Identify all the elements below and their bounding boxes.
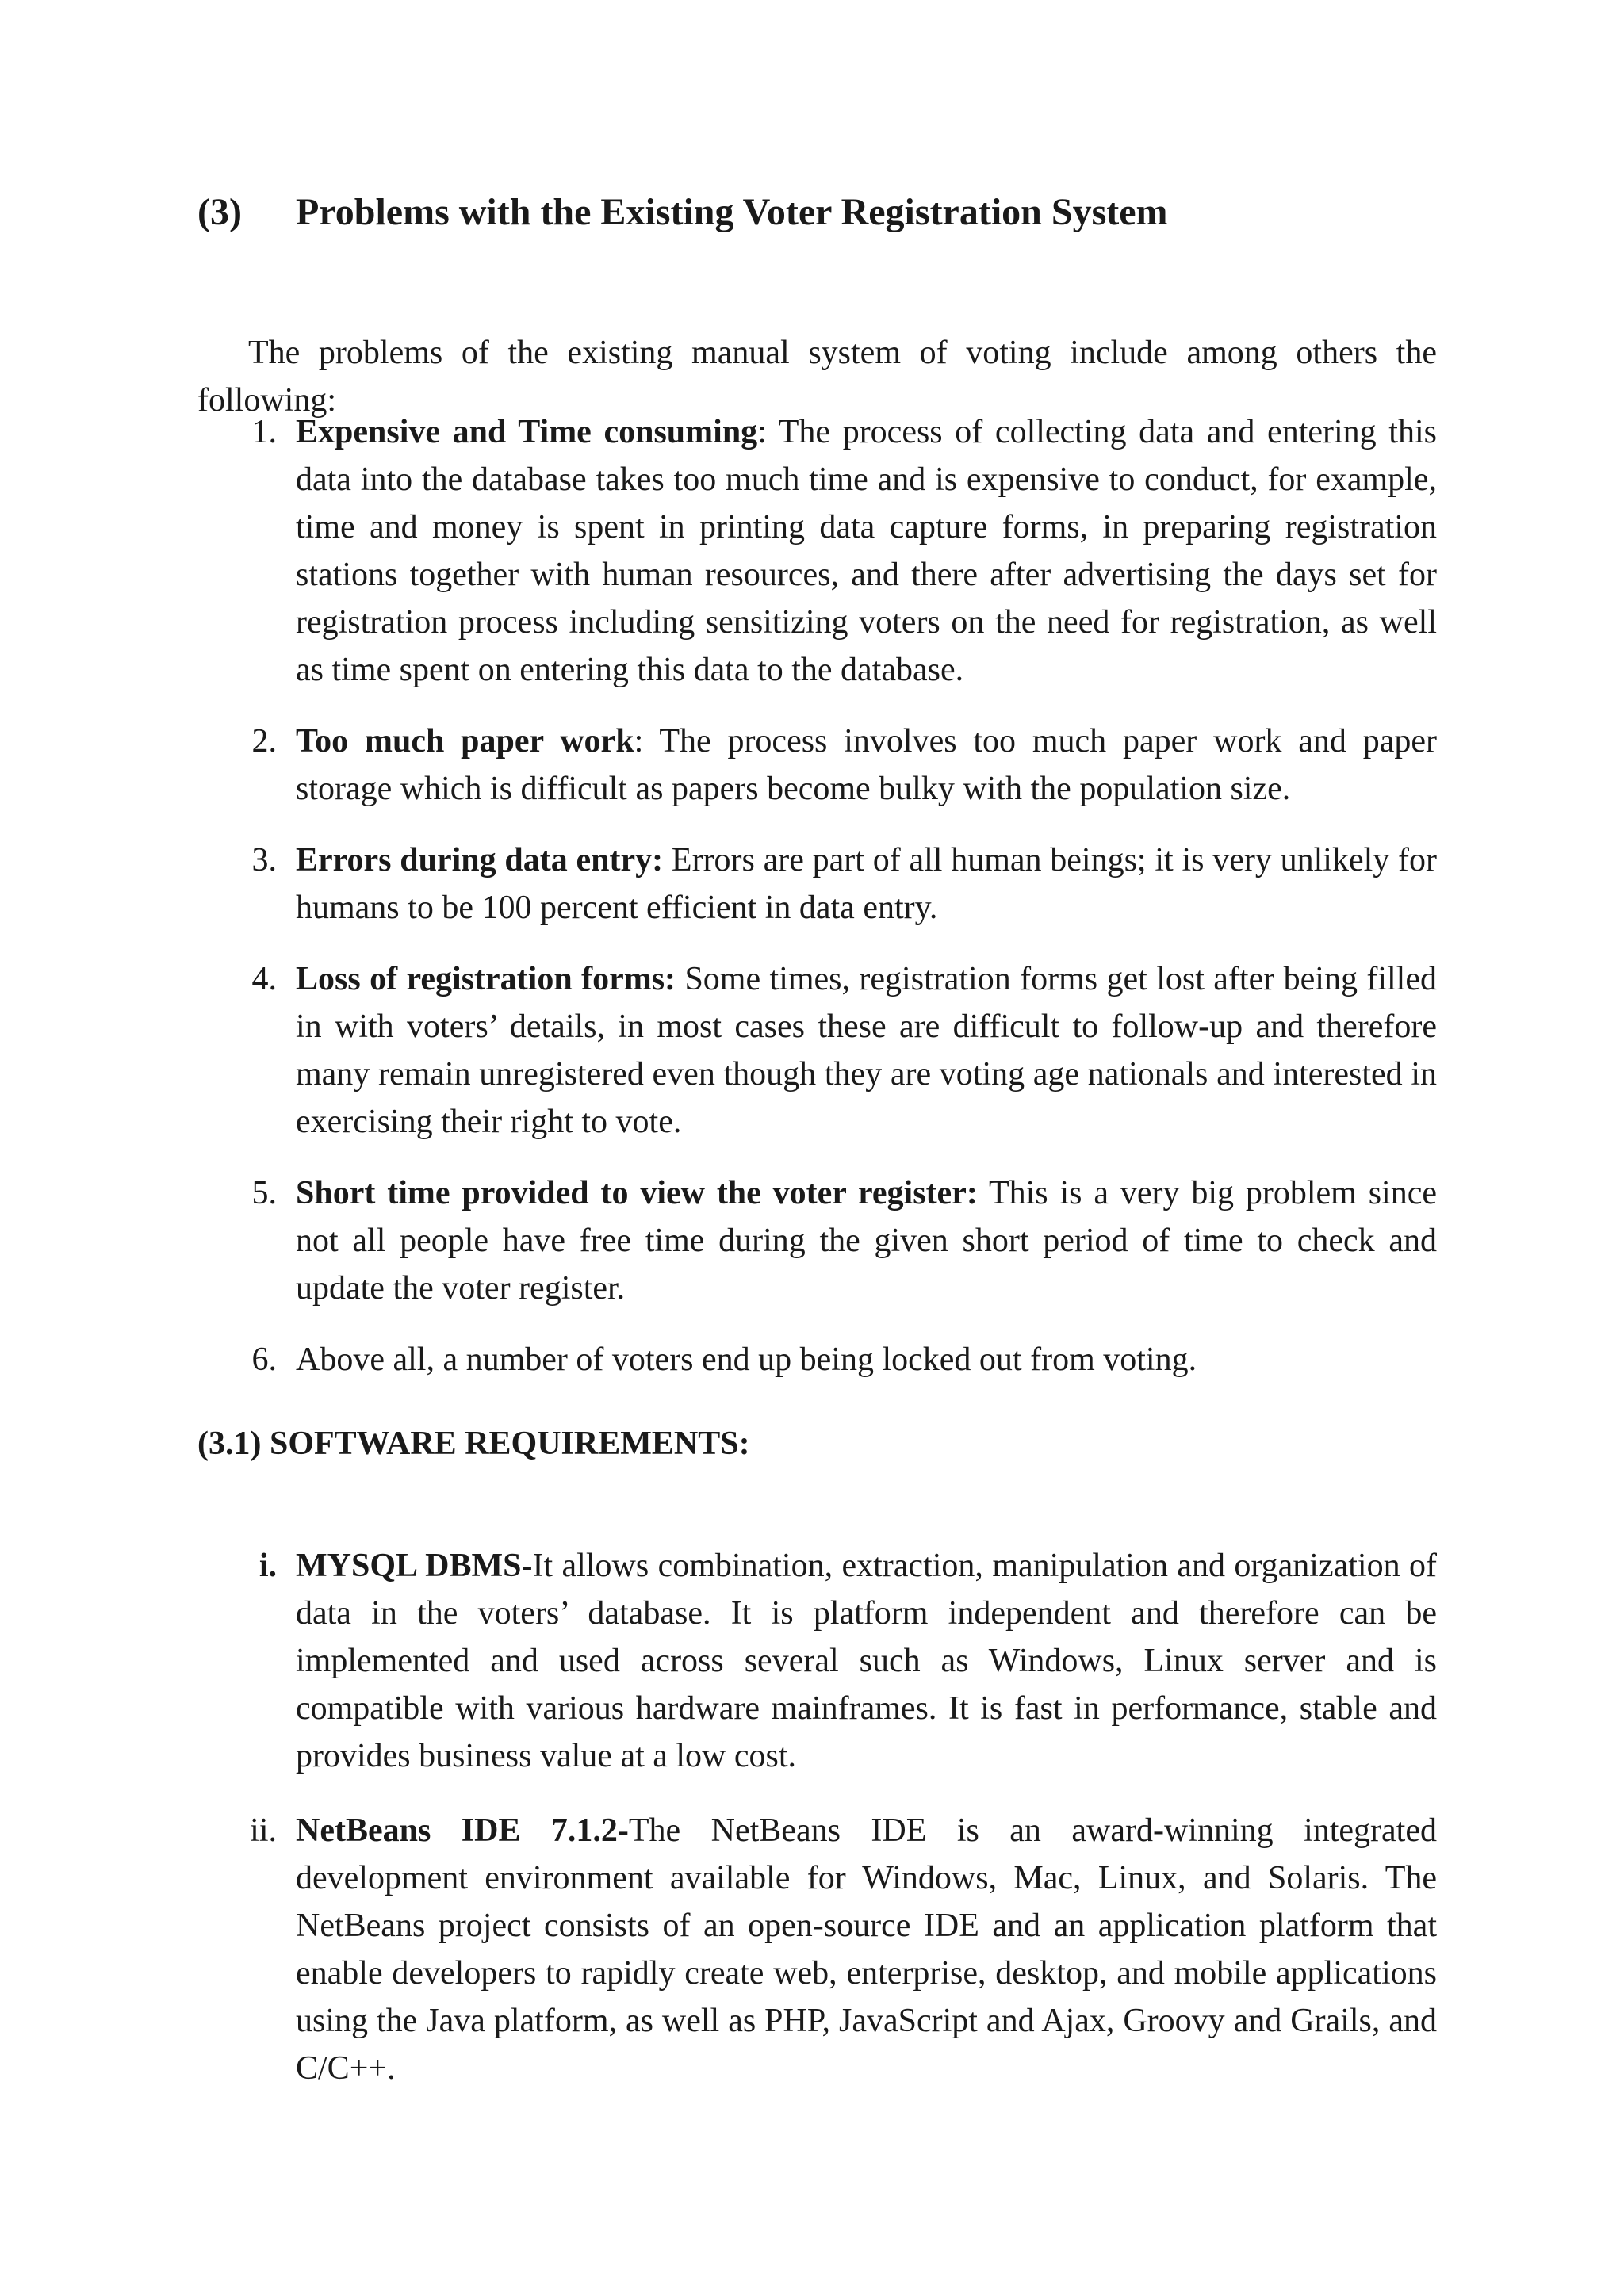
item-term: Expensive and Time consuming	[296, 414, 758, 450]
list-marker: 2.	[251, 723, 277, 760]
item-text: The process of collecting data and entering this data into the database takes too much time and is expensive to conduct, for example, time and money is spent in printing data capture forms, in preparing registration stations together with human resources, and there after advertising the days set for registration process including sensitizing voters on the need for registration, as well as time spent on entering this data to the database.	[296, 414, 1437, 688]
section-title: Problems with the Existing Voter Registration System	[296, 191, 1168, 233]
list-marker: 4.	[251, 961, 277, 997]
item-text: This is a very big problem since not all people have free time during the given short period of time to check and update the voter register.	[296, 1175, 1437, 1307]
item-separator: :	[634, 723, 660, 760]
item-text: The NetBeans IDE is an award-winning integrated development environment available for Windows, Mac, Linux, and Solaris. The NetBeans project consists of an open-source IDE and an application platform that enable developers to rapidly create web, enterprise, desktop, and mobile applications using the Java platform, as well as PHP, JavaScript and Ajax, Groovy and Grails, and C/C++.	[296, 1812, 1437, 2087]
item-term: Errors during data entry:	[296, 842, 664, 878]
list-item	[197, 1807, 1437, 2092]
item-separator	[676, 961, 684, 997]
section-number: (3)	[197, 191, 242, 233]
list-item	[197, 955, 1437, 1146]
item-separator	[978, 1175, 989, 1211]
item-term: Too much paper work	[296, 723, 634, 760]
intro-paragraph: The problems of the existing manual system of voting include among others the following:	[197, 335, 1437, 419]
list-marker: 1.	[251, 414, 277, 450]
list-marker: 3.	[251, 842, 277, 878]
list-marker: 6.	[251, 1341, 277, 1378]
item-text: Errors are part of all human beings; it is very unlikely for humans to be 100 percent efficient in data entry.	[296, 842, 1438, 926]
item-term: Loss of registration forms:	[296, 961, 676, 997]
list-item	[197, 836, 1437, 932]
list-item	[197, 1169, 1437, 1312]
software-list	[197, 1542, 1437, 2119]
list-item	[197, 1336, 1437, 1383]
item-term: NetBeans IDE 7.1.2-	[296, 1812, 629, 1849]
item-separator	[663, 842, 672, 878]
list-item	[197, 718, 1437, 813]
item-text: It allows combination, extraction, manipulation and organization of data in the voters’ database. It is platform independent and therefore can be implemented and used across several such as Windows, Linux server and is compatible with various hardware mainframes. It is fast in performance, stable and provides business value at a low cost.	[296, 1548, 1437, 1774]
list-item	[197, 408, 1437, 694]
item-text: Some times, registration forms get lost after being filled in with voters’ details, in most cases these are difficult to follow-up and therefore many remain unregistered even though they are voting age nationals and interested in exercising their right to vote.	[296, 961, 1437, 1140]
item-term: Short time provided to view the voter register:	[296, 1175, 978, 1211]
section-heading	[197, 190, 1168, 234]
list-marker: 5.	[251, 1175, 277, 1211]
item-separator: :	[757, 414, 779, 450]
software-requirements-heading: (3.1) SOFTWARE REQUIREMENTS:	[197, 1425, 750, 1462]
item-text: The process involves too much paper work and paper storage which is difficult as papers become bulky with the population size.	[296, 723, 1437, 807]
list-marker: i.	[259, 1548, 277, 1584]
list-item	[197, 1542, 1437, 1780]
item-term: MYSQL DBMS-	[296, 1548, 533, 1584]
item-text: Above all, a number of voters end up being locked out from voting.	[296, 1341, 1197, 1378]
problems-list	[197, 408, 1437, 1407]
list-marker: ii.	[250, 1812, 277, 1849]
